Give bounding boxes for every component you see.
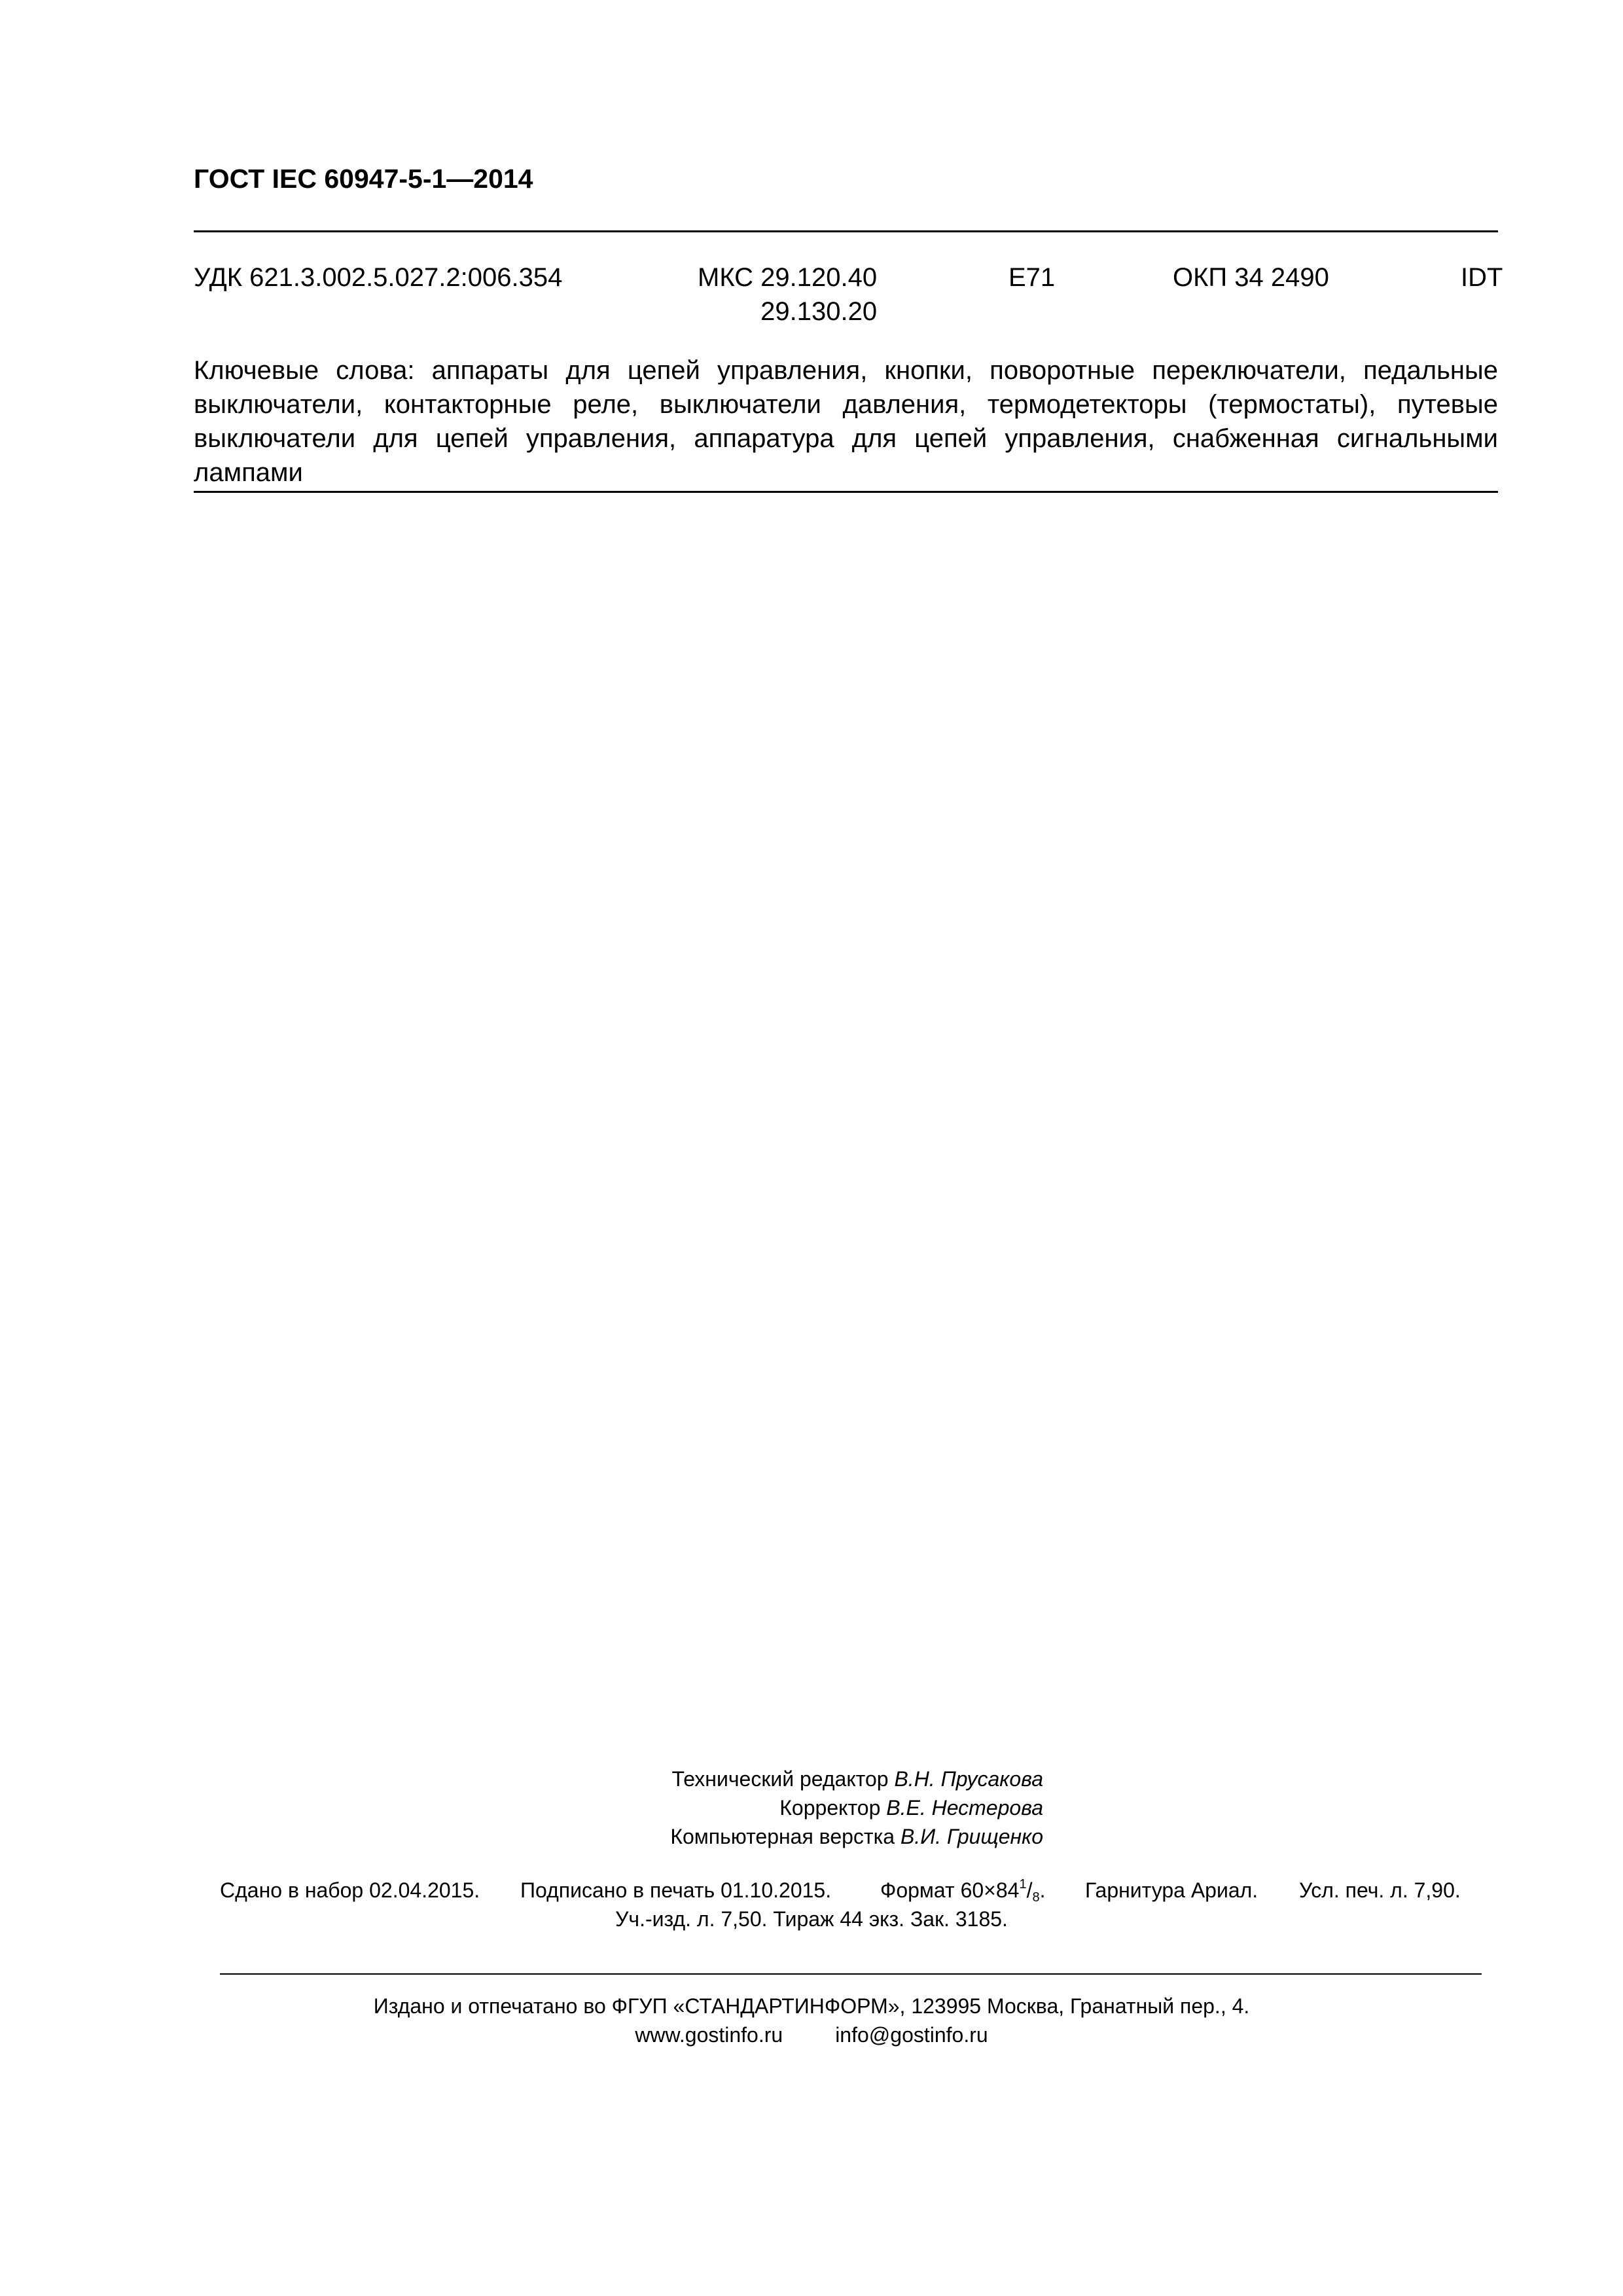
- imprint-format: [880, 1877, 1045, 1903]
- format-prefix: Формат 60×84: [880, 1878, 1020, 1902]
- keywords-paragraph: Ключевые слова: аппараты для цепей управления, кнопки, поворотные переключатели, педальные выключатели, контакторные реле, выключатели давления, термодетекторы (термостаты), путевые выключатели для цепей управления, аппаратура для цепей управления, снабженная сигнальными лампами: [194, 356, 1498, 487]
- keywords-divider: [194, 491, 1498, 493]
- imprint-sheets: Усл. печ. л. 7,90.: [1299, 1878, 1461, 1902]
- idt-marker: IDT: [1461, 263, 1503, 292]
- format-numerator: 1: [1019, 1877, 1027, 1892]
- mks-code-list: [760, 260, 877, 329]
- format-denominator: 8: [1032, 1890, 1040, 1905]
- format-suffix: .: [1039, 1878, 1046, 1902]
- standard-designation: ГОСТ IEC 60947-5-1—2014: [194, 164, 533, 194]
- imprint-divider: [220, 1973, 1482, 1975]
- e-code: Е71: [1008, 263, 1056, 292]
- credit-role: Корректор: [779, 1796, 887, 1820]
- mks-code: 29.120.40: [760, 263, 878, 292]
- publisher-contacts: [0, 2021, 1623, 2049]
- mks-label: МКС: [698, 263, 761, 292]
- credit-role: Технический редактор: [671, 1767, 895, 1791]
- credit-name: В.И. Грищенко: [900, 1825, 1043, 1848]
- credit-name: В.Н. Прусакова: [894, 1767, 1043, 1791]
- imprint-run-info: Уч.-изд. л. 7,50. Тираж 44 экз. Зак. 3185.: [615, 1907, 1008, 1931]
- credit-name: В.Е. Нестерова: [886, 1796, 1043, 1820]
- website-link[interactable]: www.gostinfo.ru: [635, 2023, 783, 2047]
- udk-code: УДК 621.3.002.5.027.2:006.354: [194, 263, 563, 292]
- mks-code: 29.130.20: [760, 297, 878, 326]
- top-divider: [194, 230, 1498, 232]
- email-link[interactable]: info@gostinfo.ru: [835, 2023, 988, 2047]
- imprint-print-date: Подписано в печать 01.10.2015.: [520, 1878, 832, 1902]
- format-slash: /: [1026, 1878, 1033, 1902]
- imprint-typeset-date: Сдано в набор 02.04.2015.: [220, 1878, 480, 1902]
- publisher-info: Издано и отпечатано во ФГУП «СТАНДАРТИНФОРМ», 123995 Москва, Гранатный пер., 4.: [373, 1994, 1250, 2018]
- credit-role: Компьютерная верстка: [670, 1825, 901, 1848]
- imprint-typeface: Гарнитура Ариал.: [1085, 1878, 1258, 1902]
- okp-code: ОКП 34 2490: [1173, 263, 1329, 292]
- mks-codes: [698, 260, 877, 329]
